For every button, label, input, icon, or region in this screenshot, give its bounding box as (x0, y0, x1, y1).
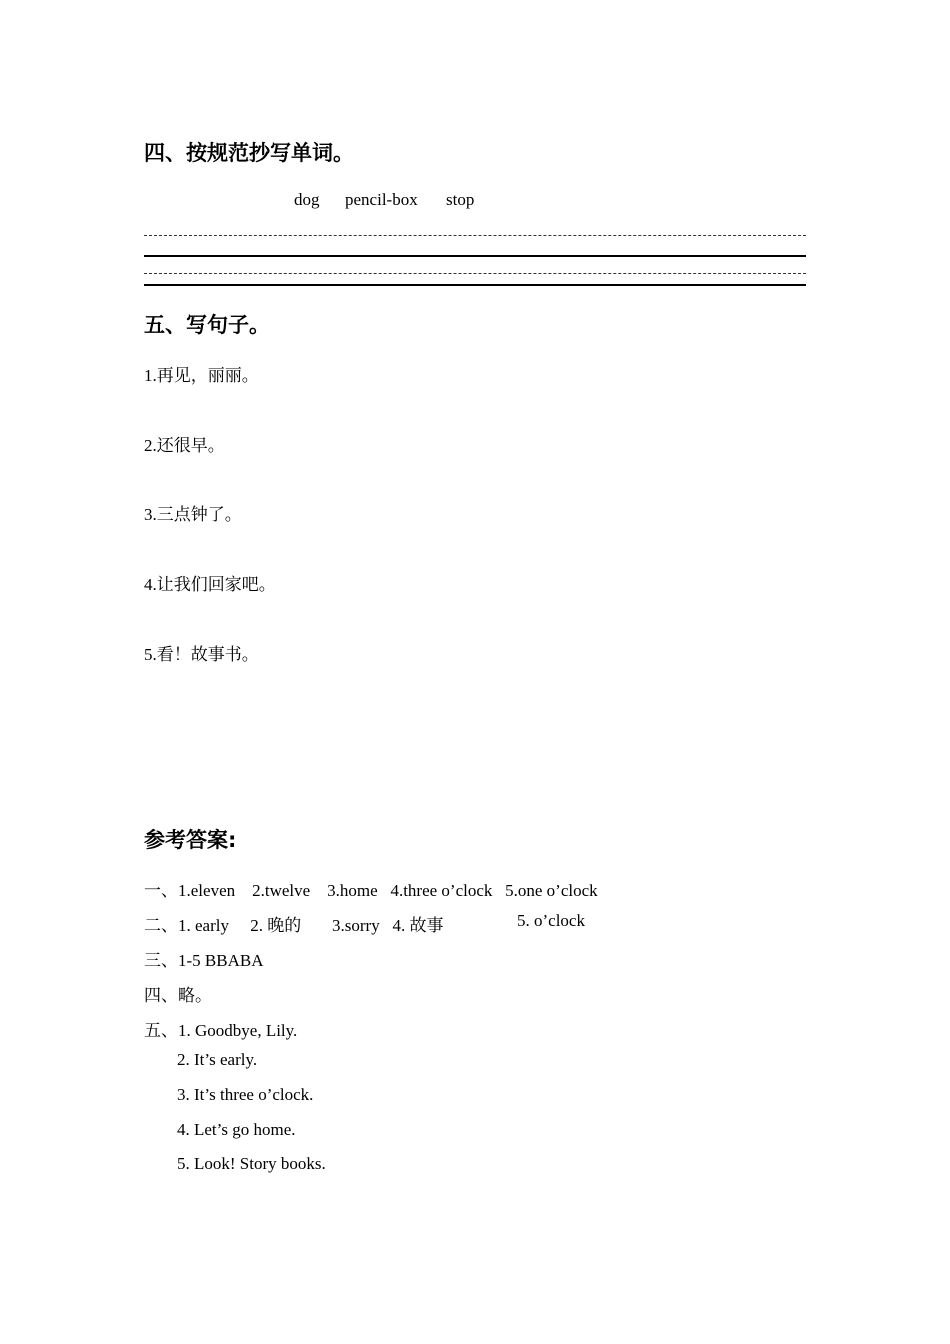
answer-line-4: 四、略。 (144, 986, 212, 1005)
section5-heading: 五、写句子。 (144, 313, 270, 337)
section4-heading: 四、按规范抄写单词。 (144, 141, 354, 165)
sentence-item-5: 5.看！故事书。 (144, 645, 259, 664)
sentence-item-3: 3.三点钟了。 (144, 505, 242, 524)
answer-line-2a: 二、1. early 2. 晚的 (144, 916, 302, 935)
answers-heading: 参考答案: (144, 828, 237, 852)
answer-line-9: 5. Look! Story books. (177, 1154, 326, 1173)
copy-word-stop: stop (446, 190, 475, 209)
answer-line-8: 4. Let’s go home. (177, 1120, 296, 1139)
copy-word-pencil-box: pencil-box (345, 190, 418, 209)
sentence-item-1: 1.再见，丽丽。 (144, 366, 259, 385)
answer-line-5: 五、1. Goodbye, Lily. (144, 1021, 298, 1040)
answer-line-2b: 3.sorry 4. 故事 (332, 916, 444, 935)
answer-line-1: 一、1.eleven 2.twelve 3.home 4.three o’clock 5.one o’clock (144, 881, 598, 900)
writing-guide-dashed-line (144, 273, 806, 274)
answer-line-2c: 5. o’clock (517, 911, 585, 930)
answer-line-3: 三、1-5 BBABA (144, 951, 264, 970)
writing-baseline (144, 284, 806, 286)
sentence-item-2: 2.还很早。 (144, 436, 225, 455)
answer-line-7: 3. It’s three o’clock. (177, 1085, 314, 1104)
answer-line-6: 2. It’s early. (177, 1050, 258, 1069)
copy-word-dog: dog (294, 190, 320, 209)
sentence-item-4: 4.让我们回家吧。 (144, 575, 276, 594)
writing-guide-dashed-line (144, 235, 806, 236)
writing-baseline (144, 255, 806, 257)
